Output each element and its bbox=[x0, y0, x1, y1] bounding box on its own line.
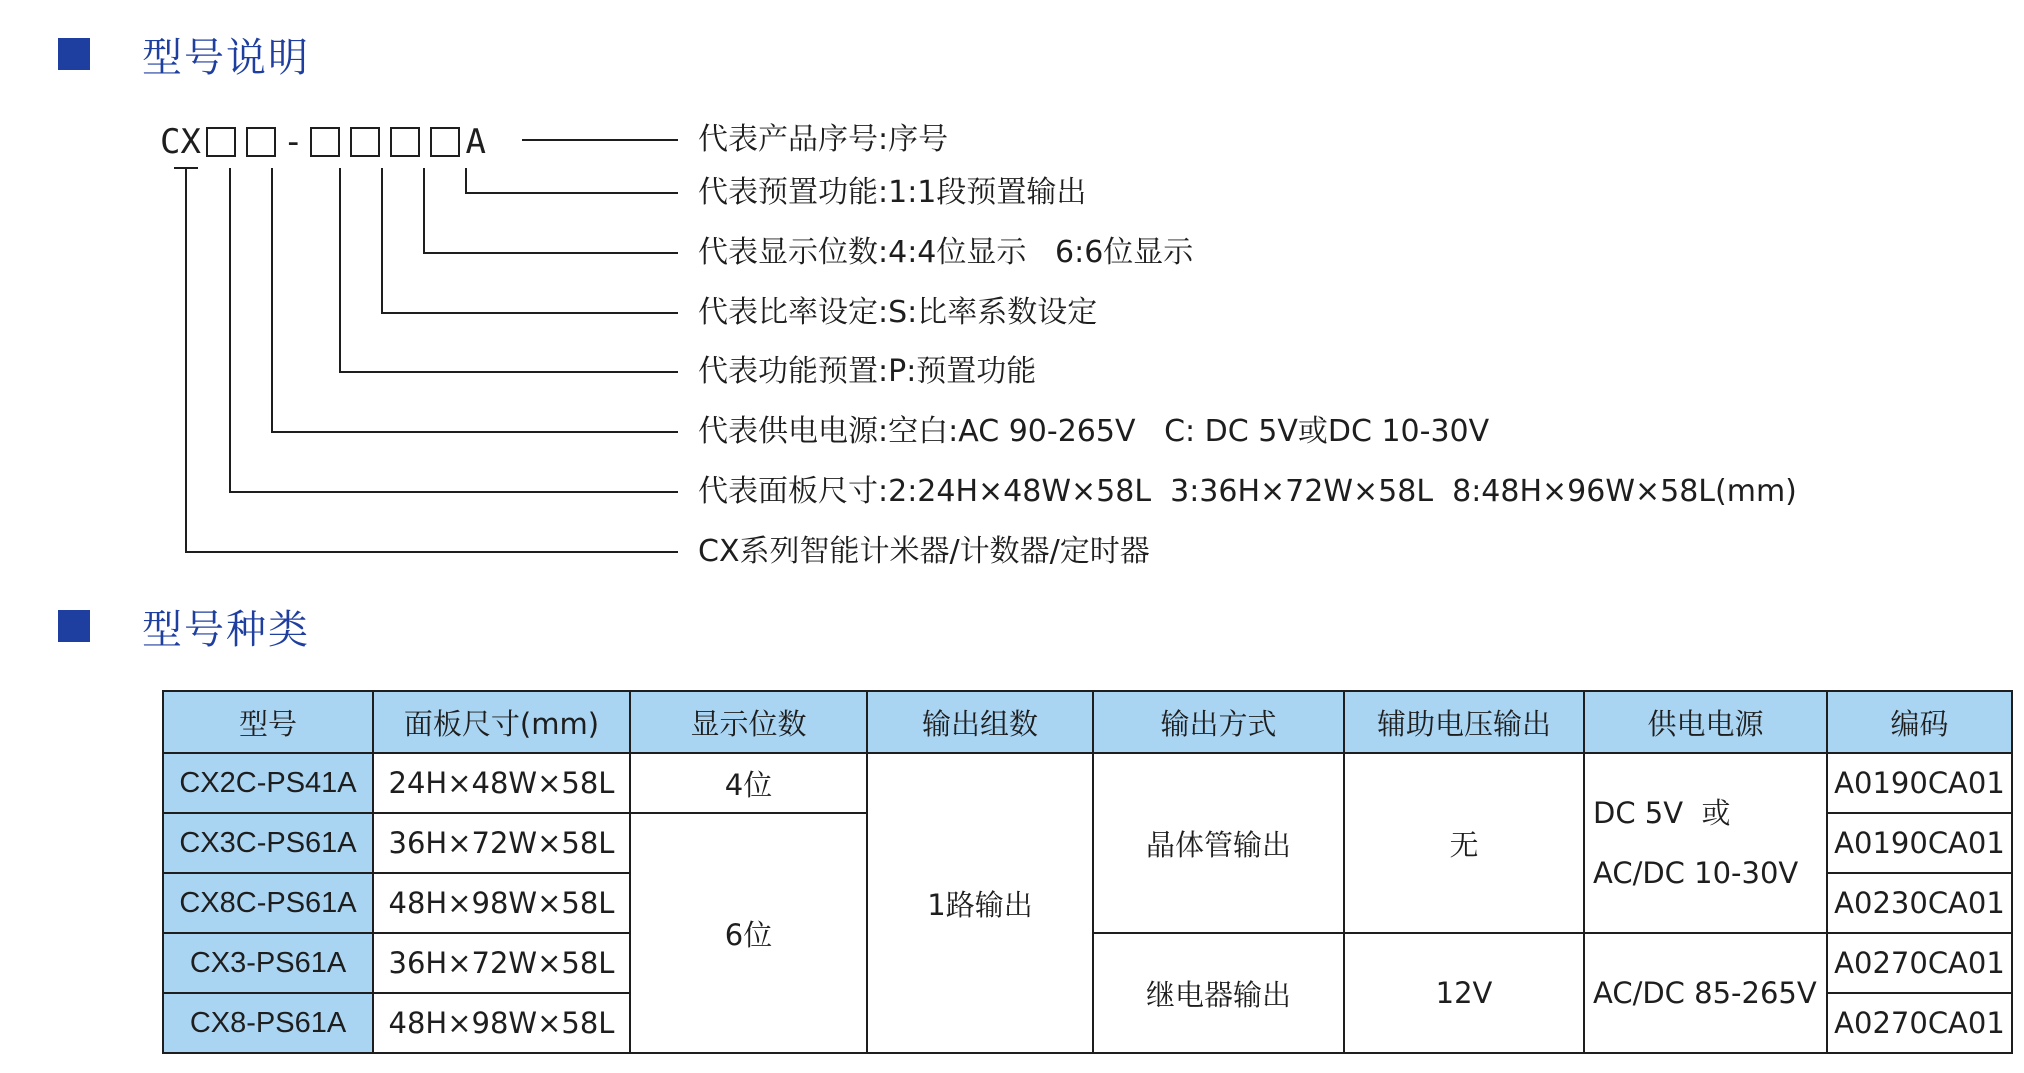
size-cell: 48H×98W×58L bbox=[373, 993, 630, 1053]
code-dash: - bbox=[282, 122, 304, 162]
code-cell: A0270CA01 bbox=[1827, 993, 2012, 1053]
column-header: 面板尺寸(mm) bbox=[373, 691, 630, 753]
section-title: 型号种类 bbox=[142, 606, 310, 653]
digits-cell: 4位 bbox=[630, 753, 867, 813]
output-mode-cell: 晶体管输出 bbox=[1093, 753, 1344, 933]
description-series: CX系列智能计米器/计数器/定时器 bbox=[698, 534, 1150, 569]
description-function-preset: 代表功能预置:P:预置功能 bbox=[698, 354, 1037, 389]
description-power-supply: 代表供电电源:空白:AC 90-265V C: DC 5V或DC 10-30V bbox=[698, 414, 1490, 449]
section-heading-model-types bbox=[58, 596, 310, 656]
code-cell: A0190CA01 bbox=[1827, 753, 2012, 813]
power-cell bbox=[1584, 753, 1827, 933]
code-suffix: A bbox=[465, 122, 486, 162]
description-ratio-setting: 代表比率设定:S:比率系数设定 bbox=[698, 295, 1098, 330]
column-header: 输出方式 bbox=[1093, 691, 1344, 753]
output-mode-cell: 继电器输出 bbox=[1093, 933, 1344, 1053]
model-cell: CX2C-PS41A bbox=[163, 753, 373, 813]
size-cell: 36H×72W×58L bbox=[373, 813, 630, 873]
output-groups-cell: 1路输出 bbox=[867, 753, 1093, 1053]
column-header: 输出组数 bbox=[867, 691, 1093, 753]
code-cell: A0270CA01 bbox=[1827, 933, 2012, 993]
column-header: 显示位数 bbox=[630, 691, 867, 753]
power-line: DC 5V 或 bbox=[1593, 796, 1731, 830]
code-cell: A0230CA01 bbox=[1827, 873, 2012, 933]
power-line: AC/DC 10-30V bbox=[1593, 856, 1799, 890]
section-title: 型号说明 bbox=[142, 34, 310, 81]
column-header: 型号 bbox=[163, 691, 373, 753]
size-cell: 48H×98W×58L bbox=[373, 873, 630, 933]
column-header: 编码 bbox=[1827, 691, 2012, 753]
model-cell: CX3C-PS61A bbox=[163, 813, 373, 873]
size-cell: 36H×72W×58L bbox=[373, 933, 630, 993]
column-header: 辅助电压输出 bbox=[1344, 691, 1584, 753]
aux-voltage-cell: 无 bbox=[1344, 753, 1584, 933]
description-serial: 代表产品序号:序号 bbox=[698, 122, 949, 157]
size-cell: 24H×48W×58L bbox=[373, 753, 630, 813]
digits-cell: 6位 bbox=[630, 813, 867, 1053]
model-types-table bbox=[162, 690, 2013, 1054]
code-cell: A0190CA01 bbox=[1827, 813, 2012, 873]
power-cell: AC/DC 85-265V bbox=[1584, 933, 1827, 1053]
square-bullet-icon bbox=[58, 610, 90, 642]
description-display-digits: 代表显示位数:4:4位显示 6:6位显示 bbox=[698, 235, 1194, 270]
table-header-row bbox=[163, 691, 2012, 753]
column-header: 供电电源 bbox=[1584, 691, 1827, 753]
description-preset-output: 代表预置功能:1:1段预置输出 bbox=[698, 175, 1087, 210]
model-cell: CX8C-PS61A bbox=[163, 873, 373, 933]
model-cell: CX8-PS61A bbox=[163, 993, 373, 1053]
description-panel-size: 代表面板尺寸:2:24H×48W×58L 3:36H×72W×58L 8:48H×96W×58L(mm) bbox=[698, 474, 1797, 509]
table-row bbox=[163, 753, 2012, 813]
aux-voltage-cell: 12V bbox=[1344, 933, 1584, 1053]
model-cell: CX3-PS61A bbox=[163, 933, 373, 993]
code-prefix: CX bbox=[160, 122, 201, 162]
